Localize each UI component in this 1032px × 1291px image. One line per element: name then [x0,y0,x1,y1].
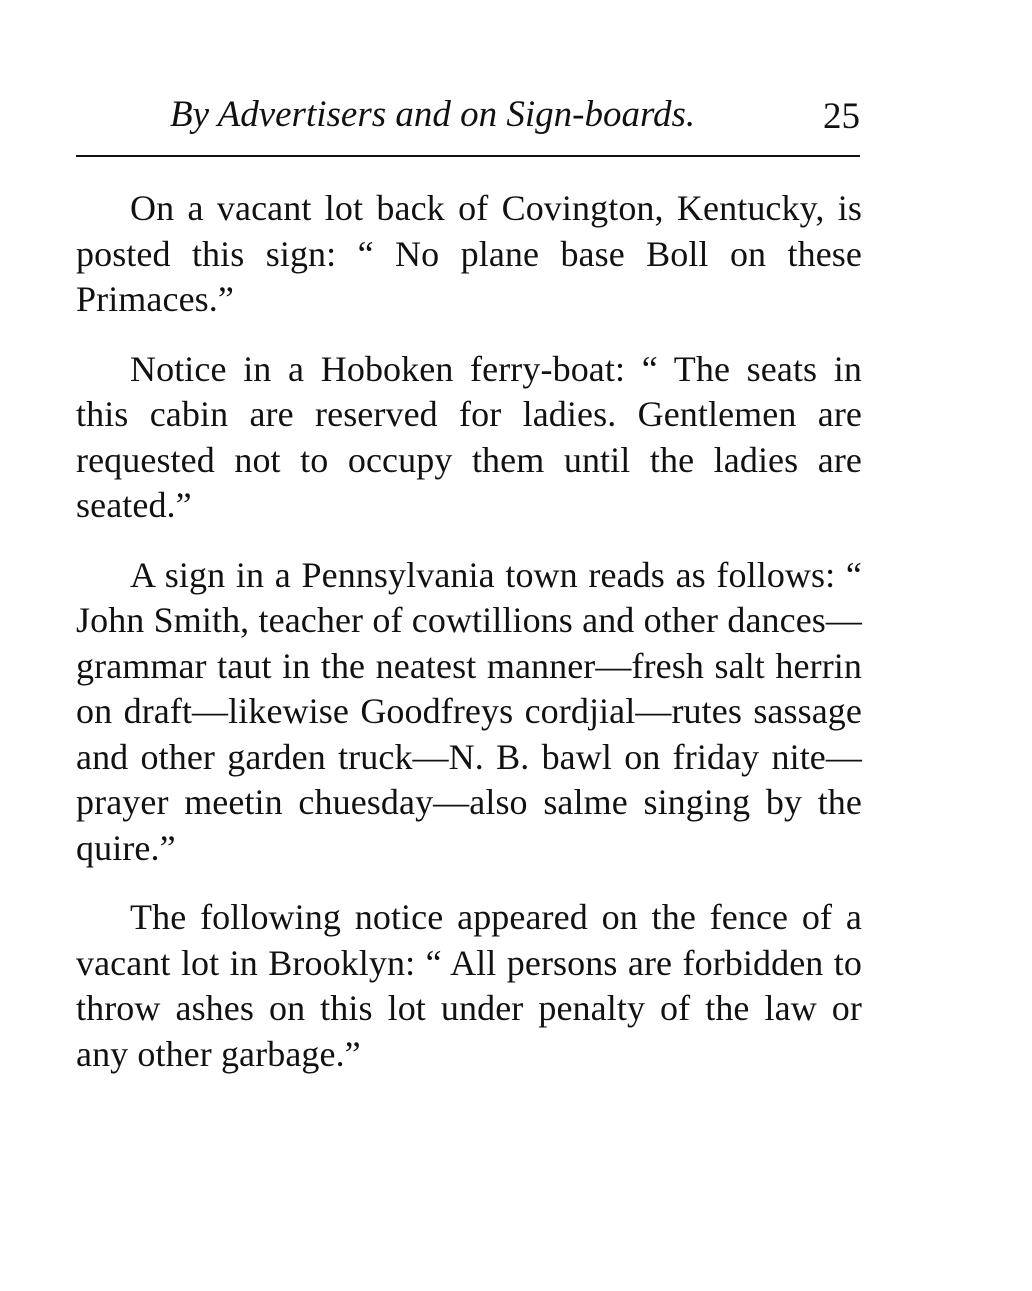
body-text [76,186,862,1101]
page-number: 25 [823,96,860,137]
running-title: By Advertisers and on Sign-boards. [170,94,696,135]
paragraph-pennsylvania-sign: A sign in a Pennsylvania town reads as follows: “ John Smith, teacher of cowtillions and other dances—grammar taut in the neatest manner—fresh salt herrin on draft—likewise Goodfreys cordjial—rutes sassage and other garden truck—N. B. bawl on friday nite—prayer meetin chuesday—also salme singing by the quire.” [76,554,862,868]
paragraph-brooklyn-notice: The following notice appeared on the fence of a vacant lot in Brooklyn: “ All persons are forbidden to throw ashes on this lot under penalty of the law or any other garbage.” [76,897,862,1074]
running-head [76,92,862,142]
paragraph-covington-sign: On a vacant lot back of Covington, Kentucky, is posted this sign: “ No plane base Boll on these Primaces.” [76,188,862,319]
header-rule [76,155,860,157]
paragraph-hoboken-ferry: Notice in a Hoboken ferry-boat: “ The seats in this cabin are reserved for ladies. Gentlemen are requested not to occupy them until the ladies are seated.” [76,348,862,525]
